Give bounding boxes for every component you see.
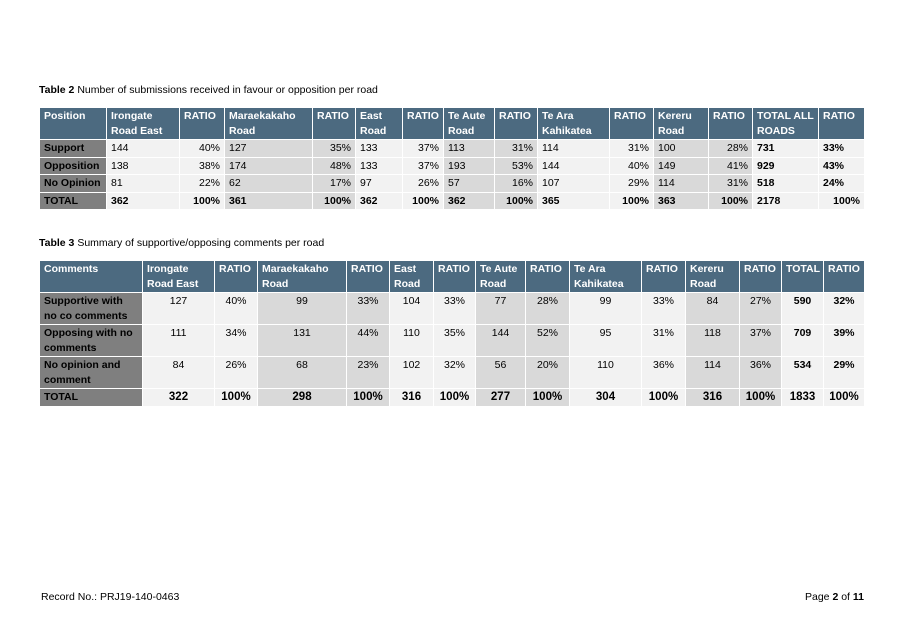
table2-row-label: TOTAL [40, 192, 107, 210]
table2-cell: 100% [313, 192, 356, 210]
table2-row [40, 140, 865, 158]
table2-cell: 174 [225, 157, 313, 175]
table2 [39, 107, 865, 210]
table2-cell: 57 [444, 175, 495, 193]
table2-cell: 40% [610, 157, 654, 175]
table2-cell: 37% [403, 140, 444, 158]
table3-cell: 36% [740, 357, 782, 389]
table3-header-cell: Comments [40, 261, 143, 293]
table2-cell: 144 [107, 140, 180, 158]
table3-cell: 39% [824, 325, 865, 357]
table3-caption-label: Table 3 [39, 237, 75, 249]
table2-cell: 362 [356, 192, 403, 210]
table3-cell: 27% [740, 293, 782, 325]
table2-cell: 33% [819, 140, 865, 158]
table2-cell: 114 [654, 175, 709, 193]
table2-cell: 100% [495, 192, 538, 210]
table3-cell: 144 [476, 325, 526, 357]
table2-cell: 100% [819, 192, 865, 210]
table2-cell: 43% [819, 157, 865, 175]
page-total: 11 [852, 591, 864, 603]
table3-cell: 44% [347, 325, 390, 357]
table2-cell: 38% [180, 157, 225, 175]
table3-cell: 110 [390, 325, 434, 357]
table2-header-cell: Te Ara Kahikatea [538, 108, 610, 140]
table2-cell: 100 [654, 140, 709, 158]
table3-row-label: No opinion and comment [40, 357, 143, 389]
table3-row-label: Supportive with no co comments [40, 293, 143, 325]
table3-header-cell: RATIO [526, 261, 570, 293]
table2-row-label: Support [40, 140, 107, 158]
table3-header-cell: RATIO [740, 261, 782, 293]
table3-cell: 26% [215, 357, 258, 389]
table3-cell: 29% [824, 357, 865, 389]
table3-cell: 20% [526, 357, 570, 389]
table3-cell: 127 [143, 293, 215, 325]
table2-cell: 107 [538, 175, 610, 193]
table2-cell: 100% [403, 192, 444, 210]
table2-cell: 37% [403, 157, 444, 175]
table2-cell: 17% [313, 175, 356, 193]
table2-cell: 81 [107, 175, 180, 193]
table2-header-cell: RATIO [819, 108, 865, 140]
table2-cell: 48% [313, 157, 356, 175]
table2-header-cell: RATIO [610, 108, 654, 140]
table2-header-cell: TOTAL ALL ROADS [753, 108, 819, 140]
table3-cell: 100% [434, 389, 476, 407]
table3-cell: 52% [526, 325, 570, 357]
table3-cell: 31% [642, 325, 686, 357]
table3-cell: 35% [434, 325, 476, 357]
table3-cell: 37% [740, 325, 782, 357]
table3-cell: 68 [258, 357, 347, 389]
record-number: Record No.: PRJ19-140-0463 [41, 591, 180, 603]
table2-cell: 2178 [753, 192, 819, 210]
table3-cell: 277 [476, 389, 526, 407]
table3-cell: 316 [686, 389, 740, 407]
table3-cell: 102 [390, 357, 434, 389]
table3 [39, 260, 865, 407]
table2-caption-text: Number of submissions received in favour or opposition per road [74, 84, 378, 96]
table3-cell: 33% [347, 293, 390, 325]
table2-cell: 363 [654, 192, 709, 210]
table3-cell: 304 [570, 389, 642, 407]
table3-cell: 322 [143, 389, 215, 407]
table2-row-label: Opposition [40, 157, 107, 175]
table3-cell: 32% [824, 293, 865, 325]
table2-cell: 113 [444, 140, 495, 158]
table2-header-cell: East Road [356, 108, 403, 140]
table3-row [40, 357, 865, 389]
table2-cell: 100% [709, 192, 753, 210]
table3-cell: 95 [570, 325, 642, 357]
table2-cell: 149 [654, 157, 709, 175]
table3-header-cell: RATIO [642, 261, 686, 293]
table3-cell: 111 [143, 325, 215, 357]
table3-cell: 28% [526, 293, 570, 325]
table3-cell: 110 [570, 357, 642, 389]
table3-header-cell: RATIO [215, 261, 258, 293]
table2-cell: 53% [495, 157, 538, 175]
table3-header-cell: Irongate Road East [143, 261, 215, 293]
table3-cell: 34% [215, 325, 258, 357]
table2-cell: 100% [180, 192, 225, 210]
table2-cell: 29% [610, 175, 654, 193]
table2-header-row [40, 108, 865, 140]
page-prefix: Page [805, 591, 833, 603]
page-of: of [838, 591, 853, 603]
table3-header-cell: TOTAL [782, 261, 824, 293]
table2-cell: 97 [356, 175, 403, 193]
table3-header-row [40, 261, 865, 293]
table2-cell: 35% [313, 140, 356, 158]
table3-cell: 100% [642, 389, 686, 407]
table3-cell: 114 [686, 357, 740, 389]
table3-header-cell: East Road [390, 261, 434, 293]
table3-row-label: Opposing with no comments [40, 325, 143, 357]
table3-cell: 104 [390, 293, 434, 325]
table2-cell: 929 [753, 157, 819, 175]
table2-cell: 40% [180, 140, 225, 158]
table2-header-cell: RATIO [709, 108, 753, 140]
table2-header-cell: Maraekakaho Road [225, 108, 313, 140]
table3-cell: 590 [782, 293, 824, 325]
table3-header-cell: Kereru Road [686, 261, 740, 293]
table3-header-cell: Te Aute Road [476, 261, 526, 293]
table3-row-label: TOTAL [40, 389, 143, 407]
table3-header-cell: RATIO [824, 261, 865, 293]
table2-cell: 31% [610, 140, 654, 158]
table3-cell: 99 [258, 293, 347, 325]
table2-cell: 62 [225, 175, 313, 193]
table2-cell: 28% [709, 140, 753, 158]
table2-cell: 362 [444, 192, 495, 210]
table2-cell: 24% [819, 175, 865, 193]
table3-cell: 298 [258, 389, 347, 407]
table3-cell: 33% [642, 293, 686, 325]
table2-header-cell: RATIO [495, 108, 538, 140]
table3-cell: 709 [782, 325, 824, 357]
table2-row [40, 157, 865, 175]
table3-cell: 534 [782, 357, 824, 389]
table2-cell: 127 [225, 140, 313, 158]
table3-cell: 32% [434, 357, 476, 389]
table2-cell: 193 [444, 157, 495, 175]
table3-cell: 100% [347, 389, 390, 407]
table2-cell: 365 [538, 192, 610, 210]
table3-header-cell: Maraekakaho Road [258, 261, 347, 293]
table3-cell: 316 [390, 389, 434, 407]
table2-cell: 361 [225, 192, 313, 210]
table3-row [40, 325, 865, 357]
table2-cell: 41% [709, 157, 753, 175]
table2-total-row [40, 192, 865, 210]
table2-caption [39, 84, 378, 96]
table3-cell: 23% [347, 357, 390, 389]
table3-caption-text: Summary of supportive/opposing comments per road [74, 237, 325, 249]
table3-header-cell: RATIO [347, 261, 390, 293]
table3-cell: 84 [686, 293, 740, 325]
table3-header-cell: Te Ara Kahikatea [570, 261, 642, 293]
table3-cell: 1833 [782, 389, 824, 407]
table3-cell: 100% [526, 389, 570, 407]
table3-cell: 33% [434, 293, 476, 325]
table2-header-cell: Te Aute Road [444, 108, 495, 140]
table3-cell: 118 [686, 325, 740, 357]
table3-cell: 100% [215, 389, 258, 407]
table2-cell: 731 [753, 140, 819, 158]
table2-header-cell: Kereru Road [654, 108, 709, 140]
table3-cell: 40% [215, 293, 258, 325]
table2-caption-label: Table 2 [39, 84, 75, 96]
table2-cell: 114 [538, 140, 610, 158]
table2-cell: 26% [403, 175, 444, 193]
table3-total-row [40, 389, 865, 407]
table2-header-cell: Position [40, 108, 107, 140]
table2-cell: 138 [107, 157, 180, 175]
table2-header-cell: RATIO [403, 108, 444, 140]
table2-header-cell: RATIO [180, 108, 225, 140]
table3-cell: 84 [143, 357, 215, 389]
table2-cell: 100% [610, 192, 654, 210]
table3-cell: 131 [258, 325, 347, 357]
table2-cell: 518 [753, 175, 819, 193]
table3-header-cell: RATIO [434, 261, 476, 293]
table3-cell: 100% [740, 389, 782, 407]
table2-cell: 22% [180, 175, 225, 193]
table3-cell: 77 [476, 293, 526, 325]
table2-header-cell: Irongate Road East [107, 108, 180, 140]
table2-header-cell: RATIO [313, 108, 356, 140]
table2-cell: 31% [709, 175, 753, 193]
table2-cell: 31% [495, 140, 538, 158]
table3-cell: 36% [642, 357, 686, 389]
table2-cell: 133 [356, 157, 403, 175]
table2-cell: 133 [356, 140, 403, 158]
table2-cell: 144 [538, 157, 610, 175]
table2-row-label: No Opinion [40, 175, 107, 193]
table3-cell: 56 [476, 357, 526, 389]
table3-caption [39, 237, 324, 249]
table3-row [40, 293, 865, 325]
table2-row [40, 175, 865, 193]
table3-cell: 99 [570, 293, 642, 325]
table2-cell: 16% [495, 175, 538, 193]
page-number [805, 591, 864, 603]
table3-cell: 100% [824, 389, 865, 407]
page-current: 2 [832, 591, 839, 603]
table2-cell: 362 [107, 192, 180, 210]
